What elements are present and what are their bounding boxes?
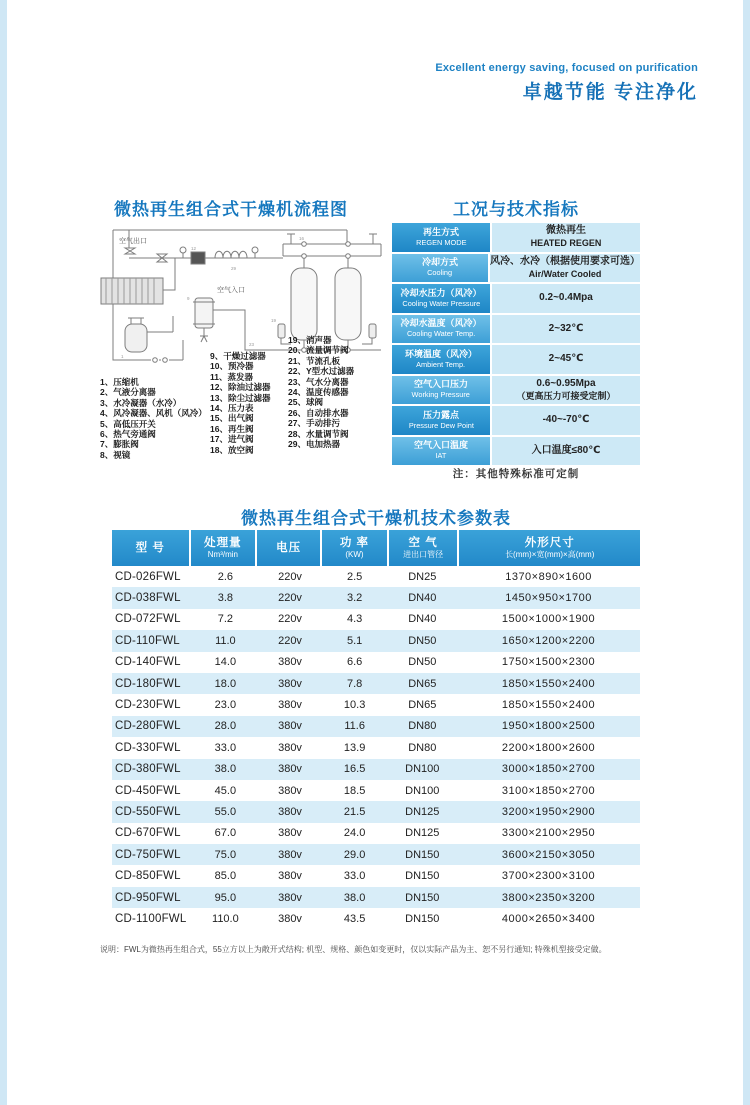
- legend-item: 29、电加热器: [288, 439, 340, 450]
- params-cell: DN40: [408, 592, 437, 605]
- spec-row: [392, 437, 640, 466]
- legend-item: 25、球阀: [288, 397, 323, 408]
- params-row: [112, 823, 640, 844]
- params-row: [112, 780, 640, 801]
- params-cell: 23.0: [214, 699, 237, 712]
- params-cell: 6.6: [346, 656, 363, 669]
- svg-text:29: 29: [231, 266, 237, 271]
- params-header-label: 型 号: [135, 541, 165, 554]
- air-outlet-label: 空气出口: [119, 238, 147, 245]
- params-cell: 11.0: [215, 634, 236, 647]
- params-cell: 380v: [278, 699, 302, 712]
- params-header-cell: [257, 530, 320, 566]
- spec-label-en: Pressure Dew Point: [408, 421, 474, 430]
- spec-row-value: [492, 284, 640, 313]
- params-header-label: 外形尺寸: [524, 536, 575, 549]
- params-cell: CD-1100FWL: [115, 912, 187, 925]
- spec-value-line: 0.6~0.95Mpa: [536, 377, 596, 389]
- params-row: [112, 844, 640, 865]
- params-cell: 29.0: [343, 848, 366, 861]
- params-row: [112, 694, 640, 715]
- spec-value-line: （更高压力可接受定制）: [516, 390, 616, 401]
- params-cell: DN100: [405, 784, 440, 797]
- legend-item: 21、节流孔板: [288, 355, 340, 366]
- spec-label-cn: 冷却水压力（风冷）: [400, 287, 482, 298]
- params-cell: 45.0: [214, 784, 237, 797]
- params-header-cell: [322, 530, 387, 566]
- params-cell: 1750×1500×2300: [501, 656, 596, 669]
- params-cell: 2.5: [346, 570, 363, 583]
- spec-label-cn: 环境温度（风冷）: [404, 348, 477, 359]
- legend-column-1: [100, 377, 207, 460]
- params-cell: CD-230FWL: [115, 699, 181, 712]
- params-cell: 3100×1850×2700: [501, 784, 596, 797]
- params-row: [112, 737, 640, 758]
- params-cell: DN80: [408, 720, 437, 733]
- params-cell: 43.5: [343, 912, 366, 925]
- params-cell: 2200×1800×2600: [501, 741, 596, 754]
- params-table-title: 微热再生组合式干燥机技术参数表: [241, 509, 511, 528]
- spec-row: [392, 223, 640, 252]
- legend-item: 3、水冷凝器（水冷）: [100, 397, 182, 408]
- params-cell: DN100: [405, 763, 440, 776]
- params-header-label: 电压: [276, 541, 302, 554]
- params-cell: 7.2: [217, 613, 234, 626]
- legend-item: 28、水量调节阀: [288, 428, 349, 439]
- legend-item: 16、再生阀: [210, 423, 254, 434]
- params-header-label: 处理量: [204, 536, 242, 549]
- params-cell: 3600×2150×3050: [501, 848, 596, 861]
- params-header-cell: [459, 530, 640, 566]
- params-table: [112, 530, 640, 930]
- params-cell: 220v: [278, 570, 302, 583]
- params-cell: 3300×2100×2950: [501, 827, 596, 840]
- spec-row: [392, 376, 640, 405]
- params-header-cell: [389, 530, 458, 566]
- params-cell: 3000×1850×2700: [501, 763, 596, 776]
- params-cell: 1370×890×1600: [505, 570, 592, 583]
- spec-row-value: [492, 345, 640, 374]
- spec-value-line: -40~-70℃: [542, 414, 590, 426]
- spec-label-en: IAT: [435, 451, 447, 460]
- svg-text:1: 1: [121, 354, 124, 359]
- params-cell: 18.5: [343, 784, 366, 797]
- legend-item: 8、视镜: [100, 449, 131, 460]
- params-cell: DN50: [408, 656, 437, 669]
- spec-table-title: 工况与技术指标: [453, 200, 579, 219]
- params-cell: CD-280FWL: [115, 720, 181, 733]
- params-header-sub: 进出口管径: [403, 549, 444, 559]
- spec-label-cn: 再生方式: [422, 226, 459, 237]
- params-row: [112, 908, 640, 929]
- params-cell: 95.0: [214, 891, 237, 904]
- params-cell: 380v: [278, 891, 302, 904]
- tagline-english: Excellent energy saving, focused on purification: [435, 62, 698, 74]
- legend-item: 17、进气阀: [210, 434, 254, 445]
- params-cell: DN65: [408, 677, 437, 690]
- spec-label-en: Cooling Water Temp.: [406, 329, 476, 338]
- params-cell: 1650×1200×2200: [501, 634, 596, 647]
- spec-row: [392, 315, 640, 344]
- params-row: [112, 609, 640, 630]
- params-cell: 220v: [278, 634, 302, 647]
- legend-item: 19、消声器: [288, 335, 332, 345]
- params-cell: 7.8: [346, 677, 363, 690]
- params-cell: 2.6: [217, 570, 234, 583]
- params-row: [112, 587, 640, 608]
- params-cell: 16.5: [343, 763, 366, 776]
- legend-item: 18、放空阀: [210, 444, 254, 455]
- spec-table: [392, 223, 640, 467]
- legend-item: 6、热气旁通阀: [100, 429, 156, 440]
- params-cell: 3200×1950×2900: [501, 805, 596, 818]
- spec-row-value: [490, 254, 640, 283]
- params-header-sub: 长(mm)×宽(mm)×高(mm): [505, 549, 595, 559]
- params-cell: 18.0: [214, 677, 237, 690]
- params-cell: 28.0: [214, 720, 237, 733]
- legend-item: 20、流量调节阀: [288, 345, 349, 356]
- spec-value-line: 0.2~0.4Mpa: [539, 292, 593, 304]
- page-left-band: [0, 0, 7, 1105]
- spec-value-line: 入口温度≤80℃: [531, 444, 601, 456]
- params-header-label: 功 率: [339, 536, 370, 549]
- spec-row-label: [392, 315, 490, 344]
- spec-label-cn: 空气入口压力: [413, 379, 468, 390]
- params-cell: CD-670FWL: [115, 827, 181, 840]
- params-cell: DN25: [408, 570, 437, 583]
- params-cell: 1950×1800×2500: [501, 720, 596, 733]
- spec-label-cn: 冷却方式: [421, 257, 458, 268]
- spec-row-label: [392, 223, 490, 252]
- params-cell: CD-550FWL: [115, 805, 181, 818]
- params-cell: 380v: [278, 656, 302, 669]
- spec-label-cn: 压力露点: [422, 409, 459, 420]
- spec-value-line: 2~32℃: [548, 322, 584, 334]
- params-cell: DN125: [405, 805, 440, 818]
- spec-label-en: Working Pressure: [411, 390, 471, 399]
- params-cell: 13.9: [343, 741, 366, 754]
- params-cell: 3700×2300×3100: [501, 870, 596, 883]
- params-header-sub: (KW): [345, 549, 364, 559]
- params-cell: 380v: [278, 912, 302, 925]
- spec-value-line: HEATED REGEN: [530, 238, 602, 249]
- svg-text:23: 23: [249, 342, 255, 347]
- flow-diagram-title: 微热再生组合式干燥机流程图: [114, 200, 348, 219]
- params-cell: 67.0: [214, 827, 237, 840]
- legend-item: 26、自动排水器: [288, 407, 349, 418]
- params-cell: 33.0: [214, 741, 237, 754]
- params-cell: 380v: [278, 848, 302, 861]
- params-cell: DN125: [405, 827, 440, 840]
- spec-row-value: [492, 376, 640, 405]
- params-cell: 10.3: [343, 699, 366, 712]
- params-row: [112, 887, 640, 908]
- params-cell: CD-750FWL: [115, 848, 181, 861]
- params-cell: 220v: [278, 613, 302, 626]
- legend-column-2: [210, 351, 270, 455]
- params-cell: DN150: [405, 891, 440, 904]
- legend-item: 23、气水分离器: [288, 376, 349, 387]
- legend-item: 13、除尘过滤器: [210, 392, 271, 403]
- params-cell: DN65: [408, 699, 437, 712]
- spec-row-label: [392, 284, 490, 313]
- legend-item: 2、气液分离器: [100, 387, 156, 398]
- spec-value-line: 2~45℃: [548, 353, 584, 365]
- params-cell: CD-950FWL: [115, 891, 181, 904]
- params-cell: 380v: [278, 763, 302, 776]
- params-cell: DN40: [408, 613, 437, 626]
- params-cell: 110.0: [212, 912, 239, 925]
- params-cell: 5.1: [346, 634, 363, 647]
- params-cell: 3.2: [346, 592, 363, 605]
- page-right-band: [743, 0, 750, 1105]
- params-row: [112, 759, 640, 780]
- params-row: [112, 801, 640, 822]
- legend-column-3: [288, 335, 354, 449]
- spec-value-line: Air/Water Cooled: [528, 268, 602, 279]
- spec-row-value: [492, 315, 640, 344]
- legend-item: 27、手动排污: [288, 418, 340, 429]
- params-cell: 38.0: [214, 763, 237, 776]
- params-table-body: [112, 566, 640, 930]
- legend-item: 15、出气阀: [210, 413, 254, 424]
- params-header-cell: [191, 530, 256, 566]
- params-cell: 380v: [278, 720, 302, 733]
- params-cell: CD-380FWL: [115, 763, 181, 776]
- params-row: [112, 673, 640, 694]
- legend-item: 7、膨胀阀: [100, 439, 139, 450]
- legend-item: 9、干燥过滤器: [210, 351, 266, 361]
- params-cell: CD-330FWL: [115, 741, 181, 754]
- params-cell: CD-180FWL: [115, 677, 181, 690]
- spec-value-line: 微热再生: [546, 225, 586, 237]
- tagline-chinese: 卓越节能 专注净化: [522, 82, 698, 103]
- svg-text:12: 12: [191, 246, 197, 251]
- params-cell: CD-110FWL: [115, 634, 180, 647]
- legend-item: 12、除油过滤器: [210, 382, 271, 393]
- params-cell: CD-038FWL: [115, 592, 181, 605]
- legend-item: 14、压力表: [210, 403, 254, 414]
- params-cell: 85.0: [214, 870, 237, 883]
- params-cell: 3.8: [217, 592, 234, 605]
- params-cell: 1850×1550×2400: [501, 699, 596, 712]
- params-cell: 1500×1000×1900: [501, 613, 596, 626]
- spec-row: [392, 345, 640, 374]
- params-cell: 55.0: [214, 805, 237, 818]
- params-cell: 1850×1550×2400: [501, 677, 596, 690]
- spec-label-cn: 空气入口温度: [413, 440, 468, 451]
- params-cell: DN150: [405, 870, 440, 883]
- params-cell: 3800×2350×3200: [501, 891, 596, 904]
- params-cell: 24.0: [343, 827, 366, 840]
- params-cell: 75.0: [214, 848, 237, 861]
- params-cell: 21.5: [343, 805, 366, 818]
- legend-item: 24、温度传感器: [288, 387, 349, 398]
- header-tagline: [435, 62, 698, 104]
- params-cell: 380v: [278, 784, 302, 797]
- params-cell: 4.3: [346, 613, 363, 626]
- params-header-label: 空 气: [408, 536, 438, 549]
- params-cell: 380v: [278, 677, 302, 690]
- legend-item: 4、风冷凝器、风机（风冷）: [100, 408, 207, 419]
- spec-row: [392, 406, 640, 435]
- legend-item: 5、高低压开关: [100, 418, 156, 429]
- params-cell: DN150: [405, 912, 440, 925]
- spec-label-en: Ambient Temp.: [416, 360, 466, 369]
- spec-label-cn: 冷却水温度（风冷）: [400, 318, 482, 329]
- params-header-sub: Nm³/min: [207, 549, 238, 559]
- spec-row: [392, 284, 640, 313]
- params-row: [112, 652, 640, 673]
- params-row: [112, 566, 640, 587]
- params-cell: 11.6: [344, 720, 365, 733]
- svg-text:9: 9: [187, 296, 190, 301]
- params-cell: CD-140FWL: [115, 656, 181, 669]
- spec-label-en: Cooling: [427, 268, 453, 277]
- params-cell: 380v: [278, 827, 302, 840]
- spec-row-label: [392, 345, 490, 374]
- params-cell: 4000×2650×3400: [501, 912, 596, 925]
- spec-row-label: [392, 376, 490, 405]
- params-cell: 220v: [278, 592, 302, 605]
- params-cell: 33.0: [343, 870, 366, 883]
- legend-item: 10、预冷器: [210, 361, 254, 372]
- legend-item: 1、压缩机: [100, 377, 139, 387]
- params-row: [112, 865, 640, 886]
- spec-row-label: [392, 254, 488, 283]
- air-inlet-label: 空气入口: [217, 287, 245, 294]
- spec-table-note: 注：其他特殊标准可定制: [452, 468, 580, 480]
- params-cell: DN150: [405, 848, 440, 861]
- params-cell: CD-450FWL: [115, 784, 181, 797]
- params-cell: 38.0: [343, 891, 366, 904]
- params-cell: 14.0: [214, 656, 237, 669]
- params-cell: DN50: [408, 634, 437, 647]
- params-row: [112, 630, 640, 651]
- spec-row-label: [392, 437, 490, 466]
- params-cell: 380v: [278, 805, 302, 818]
- params-table-note: 说明：FWL为微热再生组合式，55立方以上为敞开式结构; 机型、规格、颜色如变更时，仅以实际产品为主、恕不另行通知; 特殊机型接受定做。: [100, 945, 607, 954]
- params-header-cell: [112, 530, 189, 566]
- spec-row-value: [492, 437, 640, 466]
- params-cell: 1450×950×1700: [505, 592, 592, 605]
- spec-label-en: Cooling Water Pressure: [402, 299, 480, 308]
- spec-table-rows: [392, 223, 640, 465]
- params-cell: DN80: [408, 741, 437, 754]
- params-cell: CD-850FWL: [115, 870, 181, 883]
- svg-text:16: 16: [299, 236, 305, 241]
- spec-row-label: [392, 406, 490, 435]
- legend-item: 22、Y型水过滤器: [288, 366, 355, 377]
- params-cell: CD-072FWL: [115, 613, 181, 626]
- spec-value-line: 风冷、水冷（根据使用要求可选）: [490, 255, 640, 267]
- params-cell: 380v: [278, 741, 302, 754]
- params-row: [112, 716, 640, 737]
- spec-row-value: [492, 223, 640, 252]
- svg-text:19: 19: [271, 318, 277, 323]
- spec-row-value: [492, 406, 640, 435]
- legend-item: 11、蒸发器: [210, 371, 253, 382]
- params-cell: CD-026FWL: [115, 570, 181, 583]
- spec-row: [392, 254, 640, 283]
- params-table-header: [112, 530, 640, 566]
- params-cell: 380v: [278, 870, 302, 883]
- spec-label-en: REGEN MODE: [415, 238, 467, 247]
